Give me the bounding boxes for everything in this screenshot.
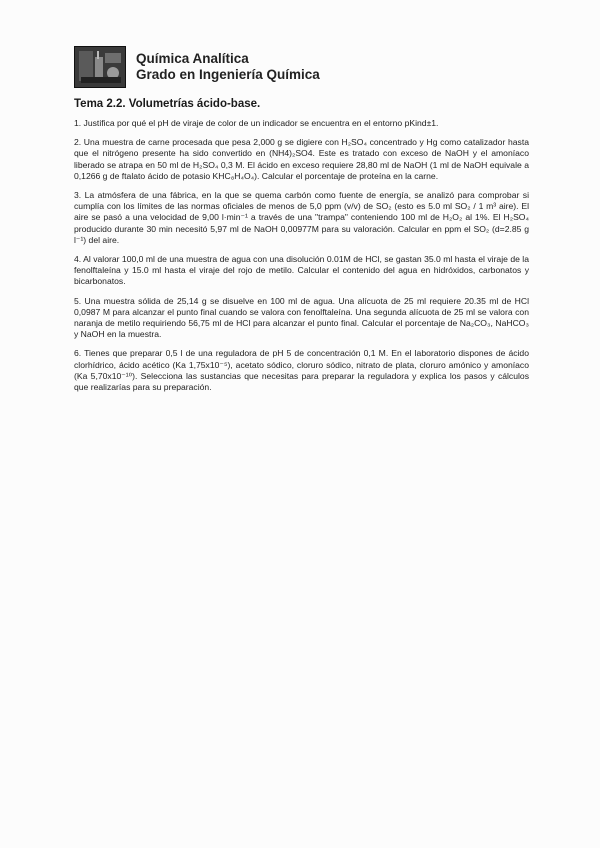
document-header [74,46,320,88]
problem-1: 1. Justifica por qué el pH de viraje de color de un indicador se encuentra en el entorno pKind±1. [74,118,439,128]
course-title: Química Analítica [136,51,249,66]
topic-heading: Tema 2.2. Volumetrías ácido-base. [74,98,261,110]
problem-2: 2. Una muestra de carne procesada que pesa 2,000 g se digiere con H₂SO₄ concentrado y Hg como catalizador hasta que el nitrógeno presente ha sido convertido en (NH4)₂SO4. Este es tratado con exceso de NaOH y el amoníaco liberado se atrapa en 50 ml de H₂SO₄ 0,3 M. El ácido en exceso requiere 28,80 ml de NaOH (1 ml de NaOH equivale a 0,1266 g de ftalato ácido de potasio KHC₈H₄O₄). Calcular el porcentaje de proteína en la carne. [74,137,529,181]
problem-3: 3. La atmósfera de una fábrica, en la que se quema carbón como fuente de energía, se analizó para comprobar si cumplía con los límites de las normas oficiales de menos de 5,0 ppm (v/v) de SO₂ (esto es 5.0 ml SO₂ / 1 m³ aire). El aire se pasó a una velocidad de 9,00 l·min⁻¹ a través de una "trampa" conteniendo 100 ml de H₂O₂ al 1%. El H₂SO₄ producido durante 30 min necesitó 5,97 ml de NaOH 0,00977M para su valoración. Calcular en ppm el SO₂ (d=2.85 g l⁻¹) del aire. [74,190,529,245]
problem-5: 5. Una muestra sólida de 25,14 g se disuelve en 100 ml de agua. Una alícuota de 25 ml requiere 20.35 ml de HCl 0,0987 M para alcanzar el punto final cuando se valora con fenolftaleína. Una segunda alícuota de 25 ml se valora con naranja de metilo requiriendo 56,75 ml de HCl para alcanzar el punto final. Calcular el porcentaje de Na₂CO₃, NaHCO₃ y NaOH en la muestra. [74,295,529,340]
laboratory-photo-icon [74,46,126,88]
degree-title: Grado en Ingeniería Química [136,67,320,82]
problem-4: 4. Al valorar 100,0 ml de una muestra de agua con una disolución 0.01M de HCl, se gastan 35.0 ml hasta el viraje de la fenolftaleína y 15.0 ml hasta el viraje del rojo de metilo. Calcular el contenido del agua en hidróxidos, carbonatos y bicarbonatos. [74,254,529,287]
problem-6: 6. Tienes que preparar 0,5 l de una reguladora de pH 5 de concentración 0,1 M. En el laboratorio dispones de ácido clorhídrico, ácido acético (Ka 1,75x10⁻⁵), acetato sódico, cloruro sódico, nitrato de plata, cloruro amónico y amoníaco (Ka 5,70x10⁻¹⁰). Selecciona las sustancias que necesitas para preparar la reguladora y explica los pasos y cálculos que realizarías para su preparación. [74,348,529,393]
problem-list [74,118,529,401]
